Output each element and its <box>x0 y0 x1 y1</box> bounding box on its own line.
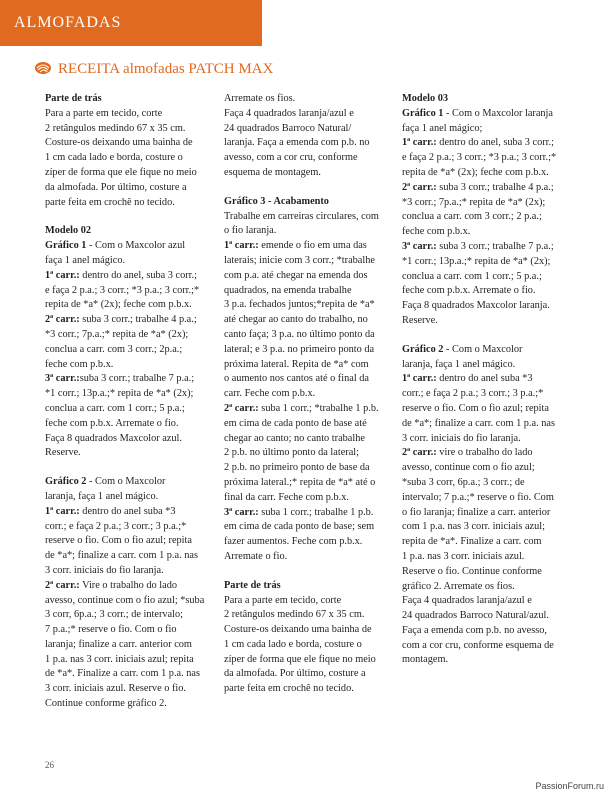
text-segment: Para a parte em tecido, corte <box>224 594 342 606</box>
text-line <box>45 594 215 609</box>
text-segment: final da carr. Feche com p.b.x. <box>224 491 349 503</box>
text-line <box>45 505 215 520</box>
text-segment: Para a parte em tecido, corte <box>45 107 163 119</box>
text-segment: dentro do anel suba *3 <box>436 373 533 385</box>
text-segment: até chegar ao canto do trabalho, no <box>224 314 368 326</box>
text-line <box>224 136 394 151</box>
text-segment: suba 3 corr.; trabalhe 7 p.a.; <box>436 240 554 252</box>
text-line <box>402 136 572 151</box>
text-line <box>402 270 572 285</box>
text-segment: próxima lateral. Repita de *a* com <box>224 358 369 370</box>
text-segment: feche com p.b.x. Arremate o fio. <box>402 285 536 297</box>
text-segment: em cima de cada ponto de base até <box>224 417 367 429</box>
text-line <box>402 314 572 329</box>
text-line <box>224 402 394 417</box>
bold-text: 1ª carr.: <box>45 269 80 281</box>
text-segment: intervalo; 7 p.a.;* reserve o fio. Com <box>402 491 554 503</box>
text-line <box>402 476 572 491</box>
text-segment: canto faça; 3 p.a. no último ponto da <box>224 328 375 340</box>
bold-text: 2ª carr.: <box>45 314 80 326</box>
text-line <box>45 475 215 490</box>
text-segment: parte feita em crochê no tecido. <box>45 196 175 208</box>
text-line <box>45 579 215 594</box>
text-line <box>402 343 572 358</box>
text-segment: com 1 p.a. nas 3 corr. iniciais azul; <box>402 521 545 533</box>
text-line <box>402 491 572 506</box>
text-segment: conclua a carr. com 1 corr.; 5 p.a.; <box>402 270 542 282</box>
text-segment: 1 p.a. nas 3 corr. iniciais azul. <box>402 550 525 562</box>
text-segment: 1 cm cada lado e borda, costure o <box>224 638 362 650</box>
text-segment: 3 corr. iniciais do fio laranja. <box>402 432 521 444</box>
text-line <box>402 122 572 137</box>
text-line <box>402 565 572 580</box>
recipe-title <box>34 61 273 78</box>
text-segment: avesso, continue com o fio azul; *suba <box>45 594 205 606</box>
text-segment: repita de *a*. Finalize a carr. com <box>402 536 542 548</box>
text-segment: - Com o Maxcolor <box>86 476 166 488</box>
text-segment: o fio laranja; finalize a carr. anterior <box>402 506 551 518</box>
bold-text: Gráfico 2 <box>45 476 87 488</box>
text-line <box>224 535 394 550</box>
text-line <box>224 623 394 638</box>
text-segment: zíper de forma que ele fique no meio <box>224 653 376 665</box>
bold-text: 1ª carr.: <box>224 240 259 252</box>
text-segment: em cima de cada ponto de base; sem <box>224 521 375 533</box>
text-line <box>45 372 215 387</box>
bold-text: 1ª carr.: <box>402 137 437 149</box>
bold-text: Modelo 03 <box>402 93 449 104</box>
text-line <box>224 269 394 284</box>
text-line <box>45 697 215 712</box>
text-segment: Faça 8 quadrados Maxcolor azul. <box>45 432 182 444</box>
text-line <box>224 254 394 269</box>
text-segment: conclua a carr. com 3 corr.; 2p.a.; <box>45 343 183 355</box>
text-segment: Faça 8 quadrados Maxcolor laranja. <box>402 300 550 312</box>
text-segment: 24 quadrados Barroco Natural/ <box>224 122 352 134</box>
text-segment: suba 1 corr.; trabalhe 1 p.b. <box>258 506 374 518</box>
text-segment: parte feita em crochê no tecido. <box>224 683 354 695</box>
text-line <box>224 446 394 461</box>
text-segment: reserve o fio. Com o fio azul; repita <box>45 535 192 547</box>
text-segment: laranja; finalize a carr. anterior com <box>45 638 192 650</box>
text-segment: emende o fio em uma das <box>258 240 367 252</box>
text-line <box>402 535 572 550</box>
text-segment: chegar ao canto; no canto trabalhe <box>224 432 365 444</box>
text-line <box>45 151 215 166</box>
text-line <box>402 520 572 535</box>
text-segment: 24 quadrados Barroco Natural/azul. <box>402 610 549 622</box>
text-line <box>45 136 215 151</box>
text-line <box>224 313 394 328</box>
bold-text: Gráfico 3 - Acabamento <box>224 195 329 207</box>
bold-text: 1ª carr.: <box>402 373 437 385</box>
text-segment: 3 p.a. fechados juntos;*repita de *a* <box>224 299 375 311</box>
bold-text: 3ª carr.: <box>224 506 259 518</box>
text-segment: o aumento nos cantos até o final da <box>224 373 369 385</box>
text-line <box>45 181 215 196</box>
text-segment: *1 corr.; 13p.a.;* repita de *a* (2x); <box>402 255 551 267</box>
paragraph-gap <box>224 181 394 195</box>
text-segment: 3 corr. iniciais azul. Reserve o fio. <box>45 683 186 695</box>
text-segment: suba 1 corr.; *trabalhe 1 p.b. <box>258 402 379 414</box>
text-segment: lateral; e 3 p.a. no primeiro ponto da <box>224 343 375 355</box>
text-segment: 2 p.b. no primeiro ponto de base da <box>224 462 370 474</box>
text-segment: Reserve. <box>45 447 81 459</box>
text-segment: Arremate o fio. <box>224 550 288 562</box>
text-line <box>224 343 394 358</box>
text-segment: - Com o Maxcolor laranja <box>443 107 553 119</box>
text-segment: 3 corr. iniciais do fio laranja. <box>45 564 164 576</box>
text-segment: e faça 2 p.a.; 3 corr.; *3 p.a.; 3 corr.;* <box>402 152 557 164</box>
text-line <box>224 417 394 432</box>
text-line <box>224 387 394 402</box>
text-line <box>45 667 215 682</box>
text-segment: quadrados, na emenda trabalhe <box>224 284 352 296</box>
text-segment: *3 corr.; 7p.a.;* repita de *a* (2x); <box>45 328 189 340</box>
text-segment: de *a*. Finalize a carr. com 1 p.a. nas <box>45 668 200 680</box>
text-segment: avesso, com a cor cru, conforme <box>224 152 358 164</box>
text-segment: próxima lateral.;* repita de *a* até o <box>224 476 376 488</box>
text-line <box>45 328 215 343</box>
text-line <box>402 210 572 225</box>
text-line <box>45 313 215 328</box>
text-line <box>45 284 215 299</box>
text-line <box>45 564 215 579</box>
text-line <box>45 417 215 432</box>
text-segment: Arremate os fios. <box>224 93 296 104</box>
text-line <box>45 446 215 461</box>
text-line <box>224 224 394 239</box>
text-segment: 2 p.b. no último ponto da lateral; <box>224 447 359 459</box>
watermark: PassionForum.ru <box>535 781 604 791</box>
bold-text: 3ª carr.: <box>402 240 437 252</box>
text-line <box>45 298 215 313</box>
text-segment: de *a*; finalize a carr. com 1 p.a. nas <box>402 417 555 429</box>
text-line <box>224 520 394 535</box>
text-segment: repita de *a* (2x); feche com p.b.x. <box>45 299 192 311</box>
paragraph-gap <box>45 461 215 475</box>
text-segment: laterais; inicie com 3 corr.; *trabalhe <box>224 254 375 266</box>
page-number: 26 <box>45 760 54 770</box>
text-segment: 1 p.a. nas 3 corr. iniciais azul; repita <box>45 653 194 665</box>
text-segment: com a cor cru, conforme esquema de <box>402 639 554 651</box>
text-segment: avesso, continue com o fio azul; <box>402 462 535 474</box>
bold-text: Gráfico 1 <box>45 240 87 252</box>
text-line <box>224 506 394 521</box>
section-header <box>0 0 262 46</box>
text-segment: Reserve. <box>402 314 438 326</box>
text-line <box>224 491 394 506</box>
text-line <box>402 387 572 402</box>
text-segment: corr.; e faça 2 p.a.; 3 corr.; 3 p.a.;* <box>45 520 187 532</box>
text-line <box>224 166 394 181</box>
text-line <box>224 107 394 122</box>
text-line <box>45 254 215 269</box>
section-title: ALMOFADAS <box>14 14 122 31</box>
text-segment: - Com o Maxcolor <box>443 343 523 355</box>
text-line <box>402 461 572 476</box>
text-line <box>224 667 394 682</box>
text-line <box>45 343 215 358</box>
text-segment: esquema de montagem. <box>224 166 321 178</box>
text-line <box>402 580 572 595</box>
text-segment: conclua a carr. com 1 corr.; 5 p.a.; <box>45 402 185 414</box>
text-line <box>45 166 215 181</box>
text-segment: montagem. <box>402 654 449 666</box>
text-line <box>402 432 572 447</box>
bold-text: Gráfico 1 <box>402 107 444 119</box>
text-line <box>45 653 215 668</box>
text-line <box>402 284 572 299</box>
text-segment: Continue conforme gráfico 2. <box>45 698 167 710</box>
text-line <box>45 520 215 535</box>
bold-text: Parte de trás <box>224 579 281 591</box>
text-line <box>45 239 215 254</box>
text-segment: repita de *a* (2x); feche com p.b.x. <box>402 166 549 178</box>
text-segment: Faça 4 quadrados laranja/azul e <box>402 595 532 607</box>
text-line <box>45 122 215 137</box>
text-segment: Faça 4 quadrados laranja/azul e <box>224 107 354 119</box>
text-line <box>402 358 572 373</box>
text-line <box>45 432 215 447</box>
bold-text: Modelo 02 <box>45 225 92 237</box>
text-line <box>402 181 572 196</box>
text-line <box>45 269 215 284</box>
text-segment: laranja, faça 1 anel mágico. <box>402 358 516 370</box>
text-segment: Reserve o fio. Continue conforme <box>402 565 542 577</box>
text-line <box>224 328 394 343</box>
text-line <box>402 417 572 432</box>
text-line <box>402 639 572 654</box>
yarn-ball-icon <box>34 61 52 75</box>
text-segment: o fio laranja. <box>224 225 277 237</box>
text-line <box>402 299 572 314</box>
text-segment: suba 3 corr.; trabalhe 4 p.a.; <box>436 181 554 193</box>
text-segment: suba 3 corr.; trabalhe 7 p.a.; <box>79 373 195 385</box>
text-line <box>402 166 572 181</box>
text-segment: corr.; e faça 2 p.a.; 3 corr.; 3 p.a.;* <box>402 388 544 400</box>
text-line <box>224 594 394 609</box>
text-segment: 3 corr, 6p.a.; 3 corr.; de intervalo; <box>45 609 183 621</box>
text-line <box>224 579 394 594</box>
bold-text: 2ª carr.: <box>45 579 80 591</box>
bold-text: 2ª carr.: <box>224 402 259 414</box>
text-line <box>45 534 215 549</box>
text-line <box>224 239 394 254</box>
text-segment: reserve o fio. Com o fio azul; repita <box>402 402 549 414</box>
text-segment: dentro do anel suba *3 <box>79 505 176 517</box>
text-column-1 <box>45 92 215 712</box>
text-line <box>402 196 572 211</box>
text-segment: Trabalhe em carreiras circulares, com <box>224 210 379 222</box>
text-segment: vire o trabalho do lado <box>436 447 533 459</box>
text-line <box>402 372 572 387</box>
text-segment: faça 1 anel mágico. <box>45 254 126 266</box>
text-line <box>45 490 215 505</box>
text-line <box>402 653 572 668</box>
text-line <box>45 92 215 107</box>
bold-text: Gráfico 2 <box>402 343 444 355</box>
recipe-title-text: RECEITA almofadas PATCH MAX <box>58 61 274 77</box>
text-line <box>402 446 572 461</box>
text-segment: dentro do anel, suba 3 corr.; <box>79 269 197 281</box>
text-segment: de *a*; finalize a carr. com 1 p.a. nas <box>45 550 198 562</box>
text-line <box>402 151 572 166</box>
text-line <box>45 224 215 239</box>
text-column-3 <box>402 92 572 668</box>
text-line <box>45 623 215 638</box>
text-line <box>402 550 572 565</box>
bold-text: 2ª carr.: <box>402 181 437 193</box>
text-segment: zíper de forma que ele fique no meio <box>45 166 197 178</box>
text-line <box>45 608 215 623</box>
text-line <box>224 653 394 668</box>
text-line <box>402 594 572 609</box>
text-segment: Costure-os deixando uma bainha de <box>224 624 372 636</box>
text-line <box>224 151 394 166</box>
bold-text: 2ª carr.: <box>402 447 437 459</box>
text-line <box>224 432 394 447</box>
bold-text: Parte de trás <box>45 93 102 104</box>
text-segment: com p.a. até chegar na emenda dos <box>224 269 368 281</box>
text-line <box>45 682 215 697</box>
paragraph-gap <box>402 329 572 343</box>
text-line <box>45 107 215 122</box>
text-line <box>224 608 394 623</box>
text-segment: suba 3 corr.; trabalhe 4 p.a.; <box>79 314 197 326</box>
text-line <box>402 624 572 639</box>
text-line <box>224 195 394 210</box>
bold-text: 3ª carr.: <box>45 373 80 385</box>
text-segment: gráfico 2. Arremate os fios. <box>402 580 515 592</box>
text-segment: - Com o Maxcolor azul <box>86 240 186 252</box>
text-segment: conclua a carr. com 3 corr.; 2 p.a.; <box>402 211 542 223</box>
text-line <box>402 240 572 255</box>
text-segment: feche com p.b.x. <box>45 358 114 370</box>
text-segment: *suba 3 corr, 6p.a.; 3 corr.; de <box>402 476 525 488</box>
text-line <box>224 284 394 299</box>
text-line <box>45 358 215 373</box>
text-segment: feche com p.b.x. Arremate o fio. <box>45 417 179 429</box>
text-column-2 <box>224 92 394 697</box>
text-line <box>402 225 572 240</box>
text-segment: Costure-os deixando uma bainha de <box>45 137 193 149</box>
text-line <box>402 107 572 122</box>
text-segment: 2 retângulos medindo 67 x 35 cm. <box>45 122 186 134</box>
text-line <box>402 506 572 521</box>
text-line <box>45 402 215 417</box>
bold-text: 1ª carr.: <box>45 505 80 517</box>
text-line <box>402 609 572 624</box>
text-line <box>224 682 394 697</box>
text-line <box>45 549 215 564</box>
text-line <box>402 255 572 270</box>
text-line <box>224 122 394 137</box>
text-segment: *3 corr.; 7p.a.;* repita de *a* (2x); <box>402 196 546 208</box>
text-line <box>224 92 394 107</box>
text-line <box>224 358 394 373</box>
text-segment: da almofada. Por último, costure a <box>45 181 187 193</box>
text-line <box>45 387 215 402</box>
text-line <box>45 196 215 211</box>
text-line <box>402 92 572 107</box>
text-line <box>224 372 394 387</box>
text-line <box>224 550 394 565</box>
text-line <box>224 210 394 225</box>
text-segment: dentro do anel, suba 3 corr.; <box>436 137 554 149</box>
text-segment: carr. Feche com p.b.x. <box>224 388 316 400</box>
text-segment: *1 corr.; 13p.a.;* repita de *a* (2x); <box>45 388 194 400</box>
text-segment: 1 cm cada lado e borda, costure o <box>45 152 183 164</box>
text-segment: Faça a emenda com p.b. no avesso, <box>402 624 547 636</box>
paragraph-gap <box>45 210 215 224</box>
text-line <box>402 402 572 417</box>
text-segment: fazer aumentos. Feche com p.b.x. <box>224 536 363 548</box>
paragraph-gap <box>224 565 394 579</box>
text-line <box>45 638 215 653</box>
text-segment: faça 1 anel mágico; <box>402 122 483 134</box>
text-segment: da almofada. Por último, costure a <box>224 668 366 680</box>
text-segment: feche com p.b.x. <box>402 226 471 238</box>
text-line <box>224 298 394 313</box>
text-segment: laranja, faça 1 anel mágico. <box>45 490 159 502</box>
text-line <box>224 461 394 476</box>
text-segment: laranja. Faça a emenda com p.b. no <box>224 137 370 149</box>
text-segment: e faça 2 p.a.; 3 corr.; *3 p.a.; 3 corr.;* <box>45 284 200 296</box>
text-segment: 2 retângulos medindo 67 x 35 cm. <box>224 609 365 621</box>
text-segment: Vire o trabalho do lado <box>79 579 178 591</box>
text-line <box>224 476 394 491</box>
text-segment: 7 p.a.;* reserve o fio. Com o fio <box>45 624 177 636</box>
text-line <box>224 638 394 653</box>
